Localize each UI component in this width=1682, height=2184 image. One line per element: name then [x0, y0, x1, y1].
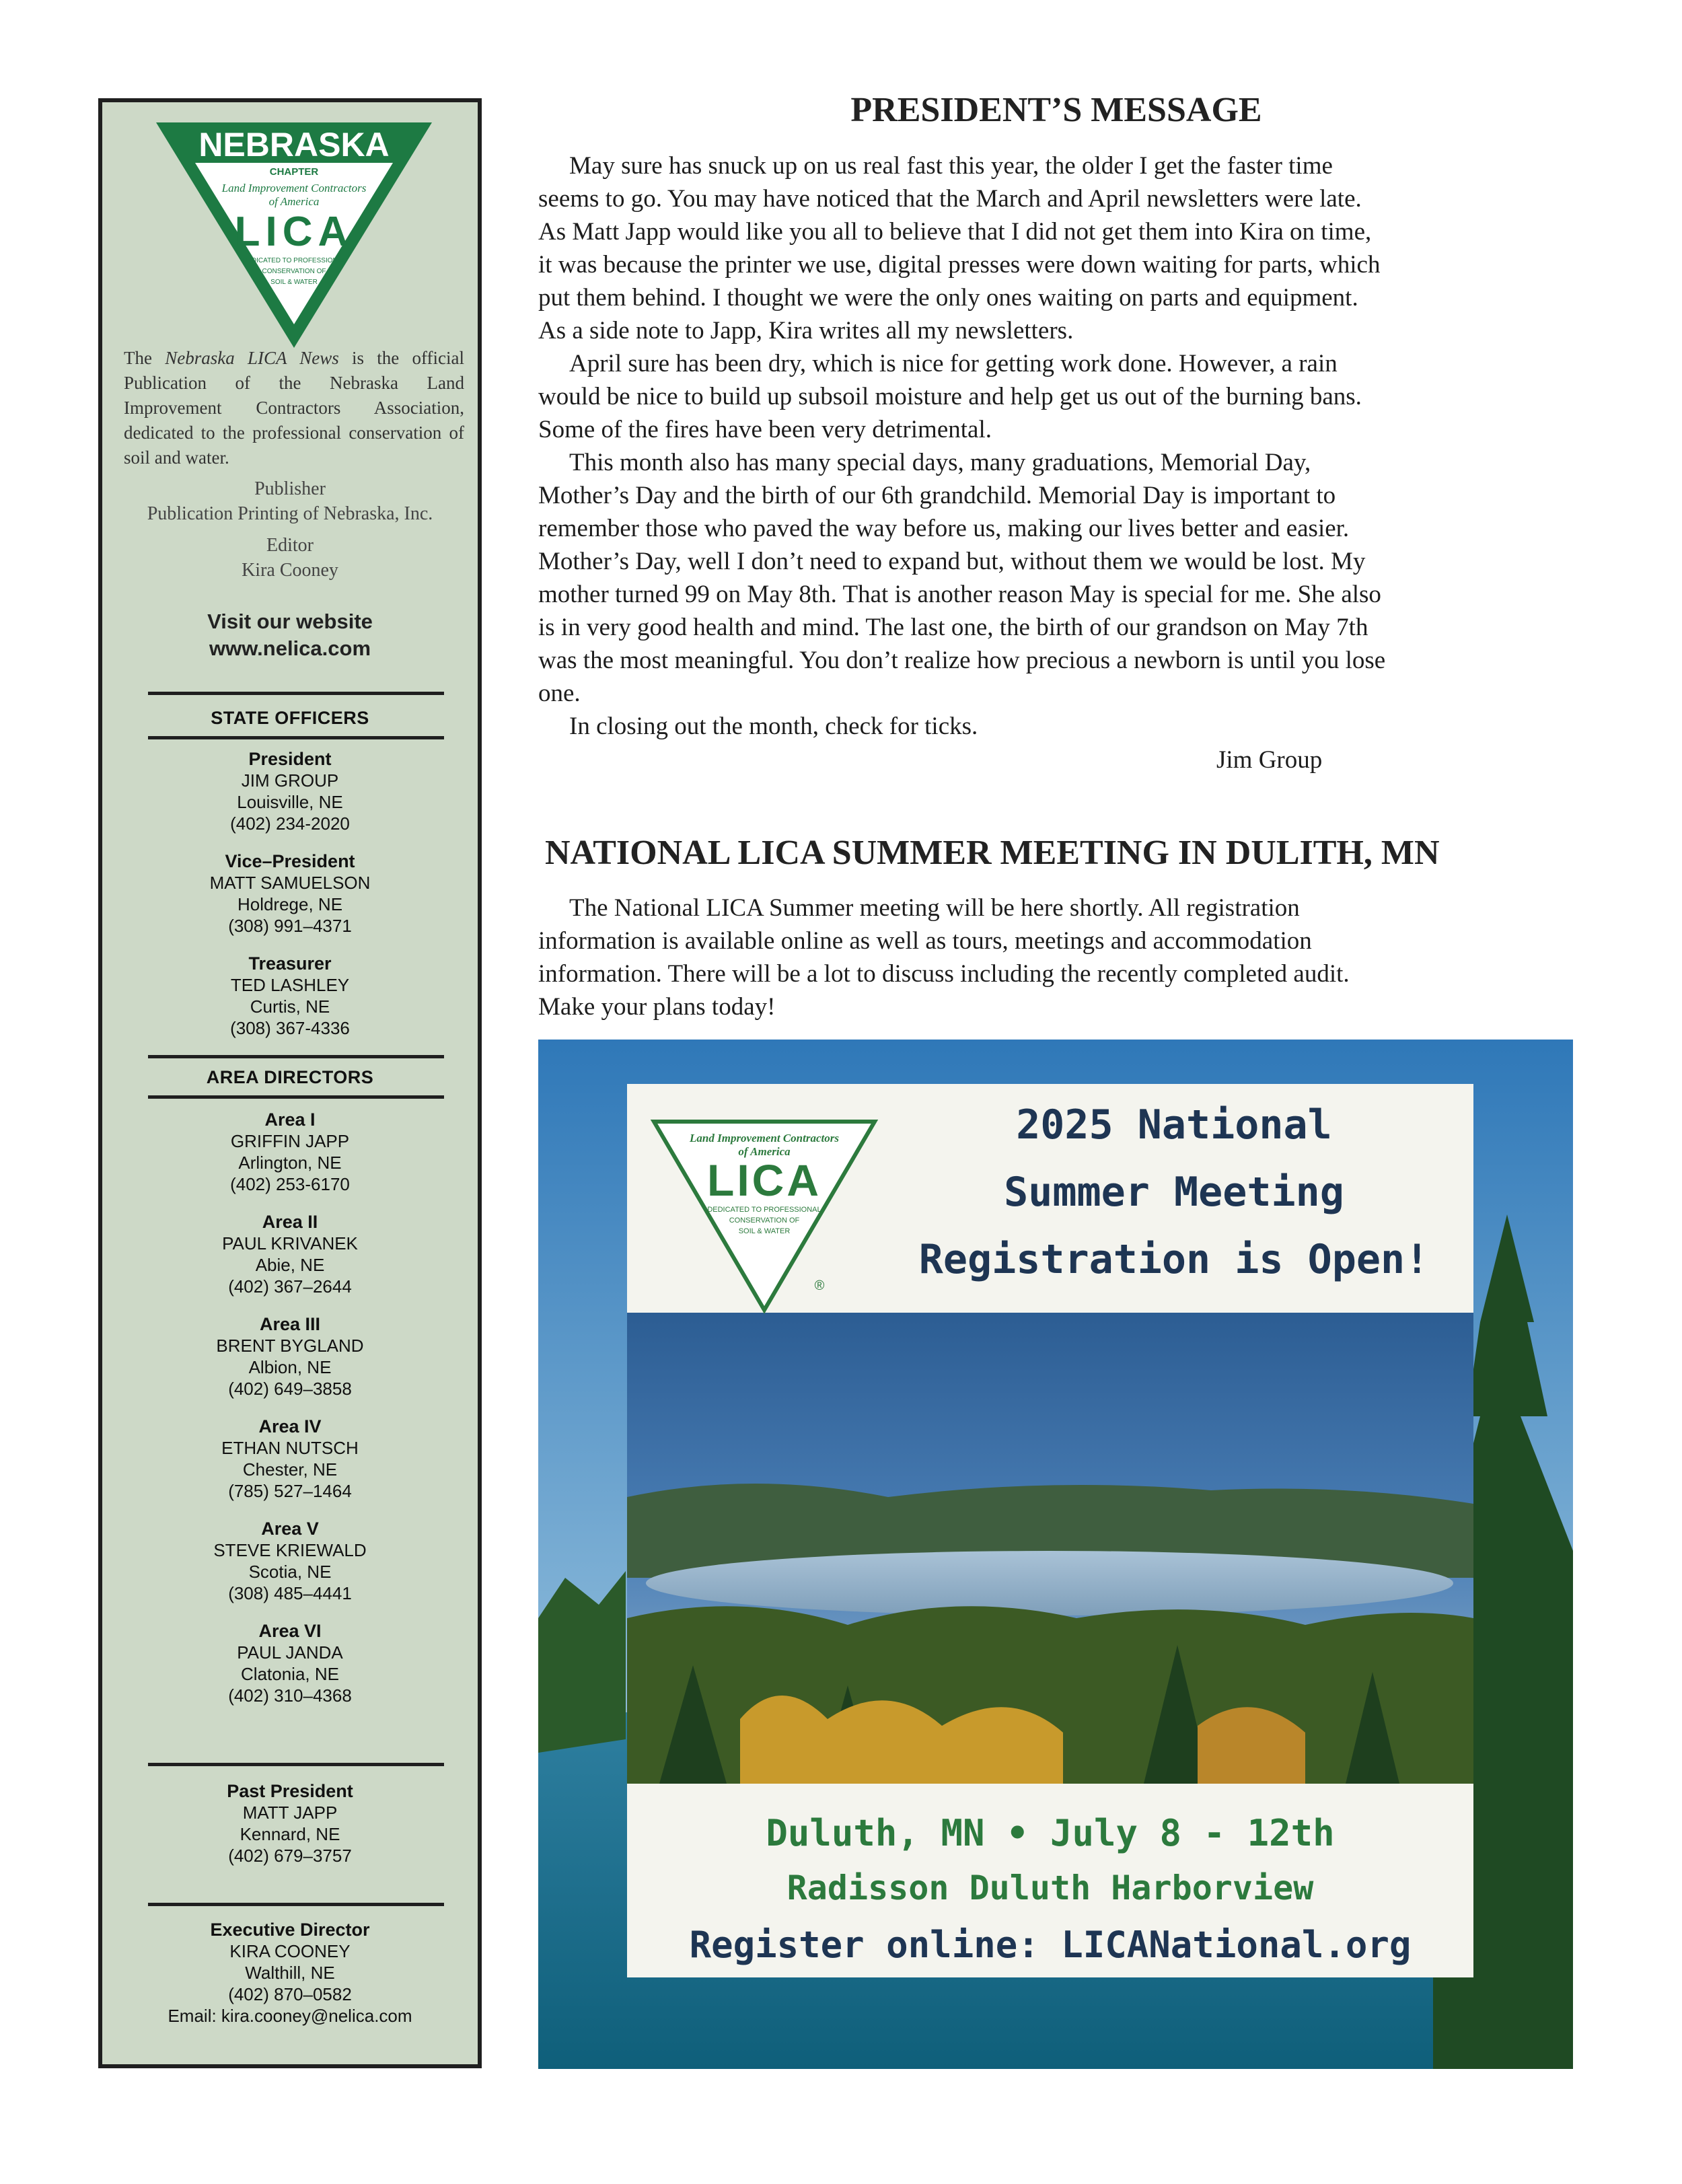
flyer-register-link[interactable]: Register online: LICANational.org — [689, 1924, 1412, 1966]
summer-meeting-heading: NATIONAL LICA SUMMER MEETING IN DULITH, MN — [545, 834, 1440, 872]
officer-title: Area III — [259, 1314, 321, 1334]
officer-city: Scotia, NE — [248, 1562, 332, 1582]
state-officers-heading: STATE OFFICERS — [211, 708, 369, 728]
officer-phone: (402) 367–2644 — [228, 1276, 352, 1297]
officer-title: Area V — [261, 1519, 319, 1539]
divider — [148, 736, 444, 739]
officer-name: BRENT BYGLAND — [216, 1336, 364, 1356]
officer-phone: (402) 649–3858 — [228, 1379, 352, 1399]
officer-phone: (402) 679–3757 — [228, 1846, 352, 1866]
divider — [148, 1095, 444, 1099]
officer-name: TED LASHLEY — [230, 975, 350, 995]
officer-city: Walthill, NE — [245, 1963, 335, 1983]
officer-city: Abie, NE — [255, 1255, 325, 1275]
publisher-name: Publication Printing of Nebraska, Inc. — [147, 503, 433, 524]
text-line: was the most meaningful. You don’t realize how precious a newborn is until you lose — [538, 647, 1386, 674]
svg-text:DEDICATED TO PROFESSIONAL: DEDICATED TO PROFESSIONAL — [707, 1206, 821, 1214]
presidents-message-body — [538, 149, 1574, 743]
publication-title: Nebraska LICA News — [165, 348, 339, 368]
text-line: one. — [538, 680, 581, 707]
officer-city: Louisville, NE — [237, 792, 343, 812]
publication-description: The Nebraska LICA News is the official Publication of the Nebraska Land Improvement Contractors Association, dedicated to the professional conservation of soil and water. — [124, 348, 464, 468]
officer-phone: (308) 991–4371 — [228, 916, 352, 936]
text-line: Some of the fires have been very detrimental. — [538, 416, 992, 443]
text-line: seems to go. You may have noticed that the March and April newsletters were late. — [538, 185, 1362, 213]
text-line: it was because the printer we use, digital presses were down waiting for parts, which — [538, 251, 1381, 279]
text-line: information is available online as well as tours, meetings and accommodation — [538, 927, 1312, 955]
svg-text:SOIL & WATER: SOIL & WATER — [270, 279, 318, 286]
officer-city: Holdrege, NE — [237, 894, 343, 914]
divider — [148, 1763, 444, 1766]
officer-city: Kennard, NE — [240, 1824, 340, 1844]
officer-phone: (308) 485–4441 — [228, 1583, 352, 1603]
officer-city: Chester, NE — [242, 1459, 338, 1480]
text-line: April sure has been dry, which is nice for getting work done. However, a rain — [569, 350, 1338, 377]
flyer-headline-line2: Summer Meeting — [1004, 1169, 1344, 1216]
officer-title: Area II — [262, 1212, 318, 1232]
text-line: is in very good health and mind. The last one, the birth of our grandson on May 7th — [538, 614, 1368, 641]
officer-title: Area I — [264, 1109, 316, 1130]
officer-city: Curtis, NE — [250, 996, 330, 1017]
signature: Jim Group — [1216, 746, 1323, 774]
text-line: The National LICA Summer meeting will be here shortly. All registration — [569, 894, 1300, 922]
presidents-message-heading: PRESIDENT’S MESSAGE — [850, 91, 1262, 129]
officer-email[interactable]: Email: kira.cooney@nelica.com — [168, 2006, 412, 2026]
officer-title: Executive Director — [210, 1920, 370, 1940]
summer-meeting-flyer — [538, 1040, 1573, 2069]
officer-name: PAUL JANDA — [237, 1642, 343, 1663]
svg-text:of America: of America — [268, 195, 320, 208]
officer-phone: (402) 234-2020 — [230, 813, 350, 834]
svg-text:SOIL & WATER: SOIL & WATER — [738, 1227, 791, 1235]
officer-city: Arlington, NE — [238, 1153, 342, 1173]
officer-name: PAUL KRIVANEK — [222, 1233, 358, 1253]
nebraska-lica-logo — [149, 122, 439, 351]
flyer-location-dates: Duluth, MN • July 8 - 12th — [766, 1812, 1335, 1854]
officer-title: Area IV — [258, 1416, 322, 1436]
text-line: May sure has snuck up on us real fast this year, the older I get the faster time — [569, 152, 1333, 180]
officer-name: STEVE KRIEWALD — [213, 1540, 367, 1560]
text-line: In closing out the month, check for ticks. — [569, 713, 978, 740]
officer-phone: (402) 870–0582 — [228, 1984, 352, 2004]
summer-meeting-body — [538, 891, 1574, 1023]
officer-name: MATT JAPP — [242, 1803, 338, 1823]
officer-title: Area VI — [258, 1621, 322, 1641]
flyer-venue: Radisson Duluth Harborview — [787, 1868, 1314, 1907]
website-link[interactable]: www.nelica.com — [209, 636, 371, 660]
divider — [148, 1055, 444, 1058]
officer-phone: (785) 527–1464 — [228, 1481, 352, 1501]
svg-text:®: ® — [814, 1278, 825, 1293]
officer-title: Vice–President — [225, 851, 355, 871]
text-line: put them behind. I thought we were the only ones waiting on parts and equipment. — [538, 284, 1358, 312]
officer-phone: (402) 253-6170 — [230, 1174, 350, 1194]
sidebar — [98, 98, 482, 2068]
svg-text:Land Improvement Contractors: Land Improvement Contractors — [221, 182, 367, 194]
officer-city: Albion, NE — [248, 1357, 332, 1377]
flyer-headline-line1: 2025 National — [1016, 1101, 1332, 1149]
text-line: Mother’s Day, well I don’t need to expand but, without them we would be lost. My — [538, 548, 1366, 575]
editor-name: Kira Cooney — [242, 560, 338, 581]
svg-text:DEDICATED TO PROFESSIONAL: DEDICATED TO PROFESSIONAL — [242, 257, 346, 264]
officer-phone: (402) 310–4368 — [228, 1685, 352, 1706]
text-line: mother turned 99 on May 8th. That is another reason May is special for me. She also — [538, 581, 1381, 608]
flyer-headline-line3: Registration is Open! — [918, 1236, 1430, 1283]
text-line: information. There will be a lot to discuss including the recently completed audit. — [538, 960, 1350, 988]
text-line: remember those who paved the way before us, making our lives better and easier. — [538, 515, 1350, 542]
text-line: Make your plans today! — [538, 993, 776, 1021]
text-line: Mother’s Day and the birth of our 6th grandchild. Memorial Day is important to — [538, 482, 1336, 509]
area-directors-heading: AREA DIRECTORS — [206, 1067, 374, 1087]
svg-text:of America: of America — [738, 1145, 791, 1158]
text-line: As Matt Japp would like you all to believe that I did not get them into Kira on time, — [538, 218, 1372, 246]
svg-text:CONSERVATION OF: CONSERVATION OF — [729, 1216, 800, 1225]
divider — [148, 692, 444, 695]
text-line: This month also has many special days, many graduations, Memorial Day, — [569, 449, 1311, 476]
text-line: As a side note to Japp, Kira writes all my newsletters. — [538, 317, 1074, 344]
officer-title: President — [248, 749, 332, 769]
editor-label: Editor — [266, 535, 314, 556]
officer-name: JIM GROUP — [241, 770, 339, 791]
officer-name: GRIFFIN JAPP — [230, 1131, 350, 1151]
officer-name: KIRA COONEY — [229, 1941, 351, 1961]
publisher-label: Publisher — [254, 478, 326, 499]
svg-text:CHAPTER: CHAPTER — [269, 166, 319, 178]
svg-text:LICA: LICA — [707, 1155, 821, 1205]
svg-text:Land Improvement Contractors: Land Improvement Contractors — [690, 1132, 839, 1144]
officer-phone: (308) 367-4336 — [230, 1018, 350, 1038]
divider — [148, 1903, 444, 1906]
svg-text:NEBRASKA: NEBRASKA — [198, 126, 390, 163]
officer-title: Treasurer — [248, 953, 332, 974]
svg-text:LICA: LICA — [234, 209, 354, 255]
officer-city: Clatonia, NE — [241, 1664, 339, 1684]
text-line: would be nice to build up subsoil moisture and help get us out of the burning bans. — [538, 383, 1362, 410]
svg-text:CONSERVATION OF: CONSERVATION OF — [262, 268, 326, 275]
website-prompt: Visit our website — [207, 610, 373, 633]
officer-name: MATT SAMUELSON — [209, 873, 371, 893]
officer-title: Past President — [227, 1781, 353, 1801]
officer-name: ETHAN NUTSCH — [221, 1438, 359, 1458]
